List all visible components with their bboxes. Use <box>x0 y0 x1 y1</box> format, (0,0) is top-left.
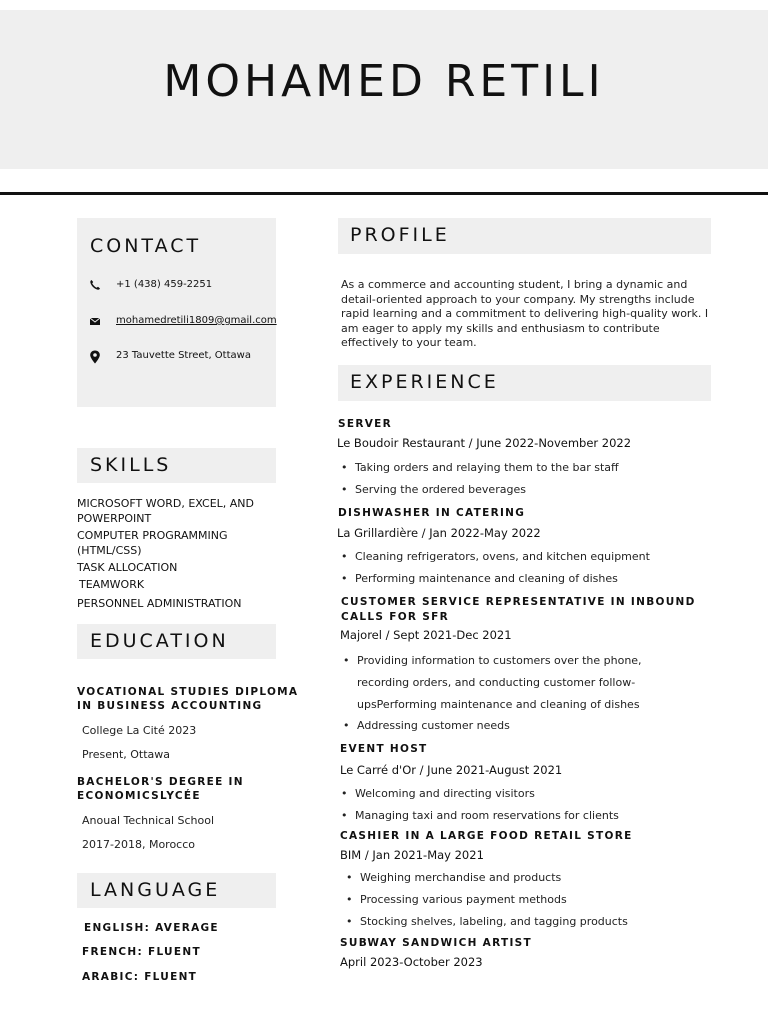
skill-item: TASK ALLOCATION <box>77 561 178 574</box>
education-school: Anoual Technical School <box>82 814 215 827</box>
profile-header <box>338 218 711 254</box>
language-item: ENGLISH: AVERAGE <box>84 922 219 934</box>
job-title: SUBWAY SANDWICH ARTIST <box>340 937 532 949</box>
job-title: CUSTOMER SERVICE REPRESENTATIVE IN INBOUND CALLS FOR SFR <box>341 596 696 623</box>
skill-item: PERSONNEL ADMINISTRATION <box>77 597 242 610</box>
job-meta: Majorel / Sept 2021-Dec 2021 <box>340 628 512 642</box>
education-date: Present, Ottawa <box>82 748 171 761</box>
job-meta: April 2023-October 2023 <box>340 955 483 969</box>
skills-header <box>77 448 276 483</box>
contact-phone: +1 (438) 459-2251 <box>116 279 213 290</box>
location-pin-icon <box>89 350 101 362</box>
experience-header <box>338 365 711 401</box>
profile-text: As a commerce and accounting student, I bring a dynamic and detail-oriented approach to your company. My strengths include rapid learning and a commitment to delivering high-quality work. I am eager to apply my skills and enthusiasm to contribute effectively to your team. <box>341 278 709 349</box>
skills-title: SKILLS <box>90 454 172 476</box>
contact-email[interactable]: mohamedretili1809@gmail.com <box>116 315 277 326</box>
job-title: EVENT HOST <box>340 743 428 755</box>
education-header <box>77 624 276 659</box>
job-meta: Le Carré d'Or / June 2021-August 2021 <box>340 763 563 777</box>
header-divider <box>0 192 768 195</box>
candidate-name: MOHAMED RETILI <box>163 56 605 107</box>
language-item: FRENCH: FLUENT <box>82 946 201 958</box>
job-title: DISHWASHER IN CATERING <box>338 507 526 519</box>
education-degree: BACHELOR'S DEGREE IN ECONOMICSLYCÉE <box>77 776 244 802</box>
profile-title: PROFILE <box>350 224 450 246</box>
mail-icon <box>89 315 101 327</box>
education-date: 2017-2018, Morocco <box>82 838 196 851</box>
education-title: EDUCATION <box>90 630 229 652</box>
phone-icon <box>89 279 101 291</box>
education-degree: VOCATIONAL STUDIES DIPLOMA IN BUSINESS ACCOUNTING <box>77 686 299 712</box>
language-title: LANGUAGE <box>90 879 221 901</box>
skill-item: TEAMWORK <box>79 578 145 591</box>
education-school: College La Cité 2023 <box>82 724 197 737</box>
job-meta: BIM / Jan 2021-May 2021 <box>340 848 484 862</box>
language-item: ARABIC: FLUENT <box>82 971 198 983</box>
job-title: CASHIER IN A LARGE FOOD RETAIL STORE <box>340 830 633 842</box>
contact-address: 23 Tauvette Street, Ottawa <box>116 350 251 361</box>
experience-title: EXPERIENCE <box>350 371 499 393</box>
language-header <box>77 873 276 908</box>
skill-item: MICROSOFT WORD, EXCEL, AND POWERPOINT <box>77 497 255 525</box>
job-meta: La Grillardière / Jan 2022-May 2022 <box>337 526 541 540</box>
skill-item: COMPUTER PROGRAMMING (HTML/CSS) <box>77 529 228 557</box>
contact-title: CONTACT <box>90 235 202 257</box>
job-meta: Le Boudoir Restaurant / June 2022-November 2022 <box>337 436 632 450</box>
job-title: SERVER <box>338 418 393 430</box>
